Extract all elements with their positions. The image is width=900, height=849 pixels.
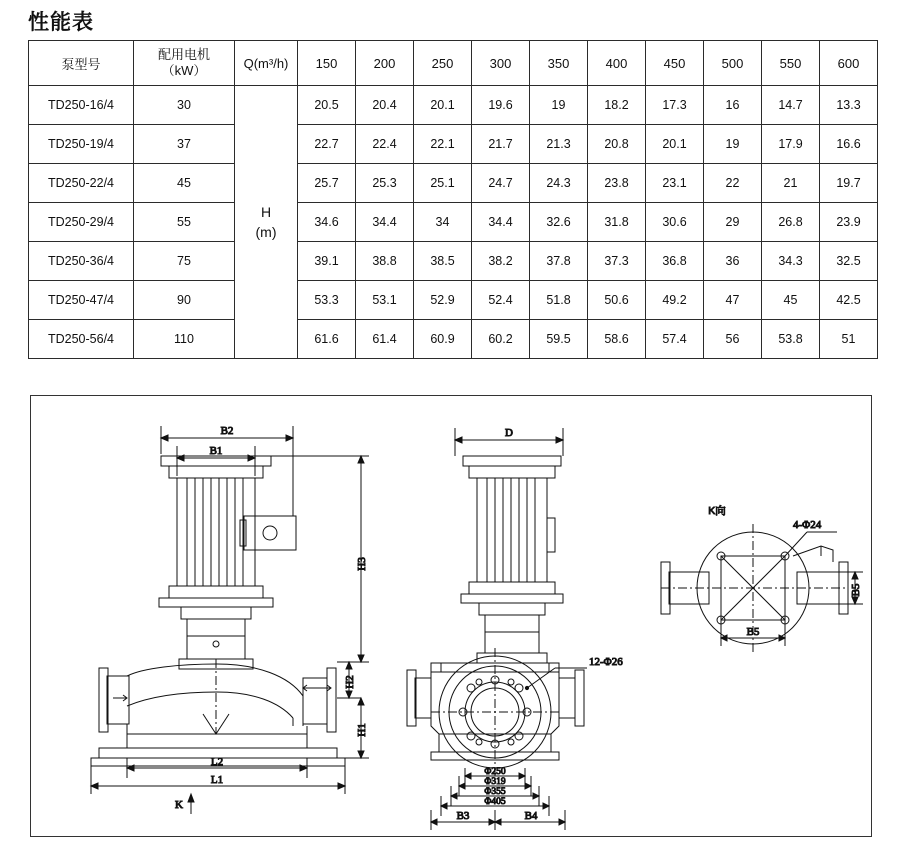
cell-value: 58.6 — [588, 320, 646, 359]
performance-table — [28, 40, 878, 359]
cell-motor: 30 — [134, 86, 235, 125]
header-motor-line2: （kW） — [161, 63, 207, 78]
cell-model: TD250-36/4 — [29, 242, 134, 281]
cell-value: 20.1 — [646, 125, 704, 164]
cell-value: 21.3 — [530, 125, 588, 164]
dim-phi319: Φ319 — [484, 777, 506, 787]
cell-value: 34.3 — [762, 242, 820, 281]
page-title: 性能表 — [28, 11, 94, 34]
performance-table-wrap — [28, 40, 872, 359]
cell-value: 21 — [762, 164, 820, 203]
header-flow-600: 600 — [820, 41, 878, 86]
dim-h2: H2 — [344, 675, 356, 689]
cell-value: 16 — [704, 86, 762, 125]
cell-value: 53.1 — [356, 281, 414, 320]
cell-value: 47 — [704, 281, 762, 320]
table-header-row — [29, 41, 878, 86]
cell-motor: 55 — [134, 203, 235, 242]
dim-b2: B2 — [220, 425, 234, 437]
cell-value: 25.1 — [414, 164, 472, 203]
cell-value: 34.4 — [472, 203, 530, 242]
dim-bolt-4: 4-Φ24 — [793, 519, 822, 531]
dim-bolt-12: 12-Φ26 — [589, 656, 623, 668]
header-model: 泵型号 — [29, 41, 134, 86]
cell-value: 17.3 — [646, 86, 704, 125]
header-flow: Q(m³/h) — [235, 41, 298, 86]
cell-value: 53.8 — [762, 320, 820, 359]
pump-dimensional-drawing — [31, 396, 869, 834]
dim-b5-vertical: B5 — [850, 583, 862, 597]
dim-phi405: Φ405 — [484, 797, 506, 807]
cell-value: 19.7 — [820, 164, 878, 203]
cell-value: 22.7 — [298, 125, 356, 164]
cell-motor: 75 — [134, 242, 235, 281]
cell-value: 19 — [530, 86, 588, 125]
cell-value: 61.6 — [298, 320, 356, 359]
table-row — [29, 86, 878, 125]
cell-value: 22.1 — [414, 125, 472, 164]
cell-value: 42.5 — [820, 281, 878, 320]
header-flow-450: 450 — [646, 41, 704, 86]
side-view — [407, 427, 623, 830]
cell-model: TD250-47/4 — [29, 281, 134, 320]
table-row — [29, 164, 878, 203]
table-body — [29, 86, 878, 359]
cell-value: 52.9 — [414, 281, 472, 320]
cell-value: 25.7 — [298, 164, 356, 203]
cell-value: 23.1 — [646, 164, 704, 203]
cell-value: 23.8 — [588, 164, 646, 203]
cell-value: 37.3 — [588, 242, 646, 281]
cell-motor: 45 — [134, 164, 235, 203]
cell-value: 23.9 — [820, 203, 878, 242]
cell-model: TD250-22/4 — [29, 164, 134, 203]
label-k-direction: K向 — [708, 505, 726, 517]
cell-motor: 110 — [134, 320, 235, 359]
cell-value: 52.4 — [472, 281, 530, 320]
cell-value: 19 — [704, 125, 762, 164]
front-view — [91, 425, 369, 814]
cell-value: 45 — [762, 281, 820, 320]
cell-value: 32.6 — [530, 203, 588, 242]
cell-value: 13.3 — [820, 86, 878, 125]
cell-value: 60.2 — [472, 320, 530, 359]
cell-value: 20.5 — [298, 86, 356, 125]
cell-value: 51 — [820, 320, 878, 359]
cell-value: 16.6 — [820, 125, 878, 164]
k-view — [661, 504, 863, 652]
cell-value: 22 — [704, 164, 762, 203]
cell-value: 61.4 — [356, 320, 414, 359]
header-flow-300: 300 — [472, 41, 530, 86]
cell-value: 36 — [704, 242, 762, 281]
header-flow-150: 150 — [298, 41, 356, 86]
cell-model: TD250-56/4 — [29, 320, 134, 359]
cell-value: 30.6 — [646, 203, 704, 242]
dim-b5-bottom: B5 — [746, 626, 760, 638]
cell-value: 29 — [704, 203, 762, 242]
dim-phi355: Φ355 — [484, 787, 506, 797]
table-row — [29, 203, 878, 242]
cell-value: 22.4 — [356, 125, 414, 164]
cell-value: 34.4 — [356, 203, 414, 242]
cell-value: 38.8 — [356, 242, 414, 281]
dim-b1: B1 — [209, 445, 223, 457]
cell-value: 21.7 — [472, 125, 530, 164]
cell-value: 59.5 — [530, 320, 588, 359]
cell-value: 20.1 — [414, 86, 472, 125]
table-row — [29, 320, 878, 359]
cell-value: 57.4 — [646, 320, 704, 359]
cell-value: 19.6 — [472, 86, 530, 125]
cell-motor: 37 — [134, 125, 235, 164]
cell-value: 25.3 — [356, 164, 414, 203]
dim-d: D — [505, 427, 513, 439]
cell-value: 60.9 — [414, 320, 472, 359]
dim-h1: H1 — [356, 723, 368, 737]
dim-l1: L1 — [210, 774, 224, 786]
cell-model: TD250-19/4 — [29, 125, 134, 164]
cell-value: 38.5 — [414, 242, 472, 281]
cell-value: 49.2 — [646, 281, 704, 320]
cell-value: 38.2 — [472, 242, 530, 281]
cell-value: 32.5 — [820, 242, 878, 281]
cell-value: 26.8 — [762, 203, 820, 242]
cell-value: 39.1 — [298, 242, 356, 281]
cell-value: 50.6 — [588, 281, 646, 320]
table-row — [29, 242, 878, 281]
dim-h3: H3 — [356, 557, 368, 571]
cell-value: 34.6 — [298, 203, 356, 242]
cell-value: 24.7 — [472, 164, 530, 203]
header-flow-250: 250 — [414, 41, 472, 86]
cell-value: 53.3 — [298, 281, 356, 320]
cell-value: 37.8 — [530, 242, 588, 281]
cell-value: 34 — [414, 203, 472, 242]
cell-motor: 90 — [134, 281, 235, 320]
table-row — [29, 281, 878, 320]
dimensional-drawing-panel — [30, 395, 872, 837]
dim-phi250: Φ250 — [484, 767, 506, 777]
cell-value: 17.9 — [762, 125, 820, 164]
cell-head-label — [235, 86, 298, 359]
header-flow-500: 500 — [704, 41, 762, 86]
cell-value: 51.8 — [530, 281, 588, 320]
head-label-line2: (m) — [255, 224, 277, 240]
header-flow-400: 400 — [588, 41, 646, 86]
dim-k: K — [175, 799, 183, 811]
cell-value: 14.7 — [762, 86, 820, 125]
header-motor — [134, 41, 235, 86]
header-motor-line1: 配用电机 — [157, 46, 210, 62]
cell-value: 31.8 — [588, 203, 646, 242]
cell-value: 20.8 — [588, 125, 646, 164]
cell-value: 20.4 — [356, 86, 414, 125]
dim-l2: L2 — [210, 756, 224, 768]
cell-value: 56 — [704, 320, 762, 359]
cell-value: 24.3 — [530, 164, 588, 203]
cell-model: TD250-16/4 — [29, 86, 134, 125]
header-flow-200: 200 — [356, 41, 414, 86]
table-row — [29, 125, 878, 164]
cell-model: TD250-29/4 — [29, 203, 134, 242]
table-header — [29, 41, 878, 86]
cell-value: 36.8 — [646, 242, 704, 281]
dim-b3: B3 — [456, 810, 470, 822]
header-flow-550: 550 — [762, 41, 820, 86]
head-label-line1: H — [260, 203, 272, 220]
cell-value: 18.2 — [588, 86, 646, 125]
header-flow-350: 350 — [530, 41, 588, 86]
dim-b4: B4 — [524, 810, 538, 822]
